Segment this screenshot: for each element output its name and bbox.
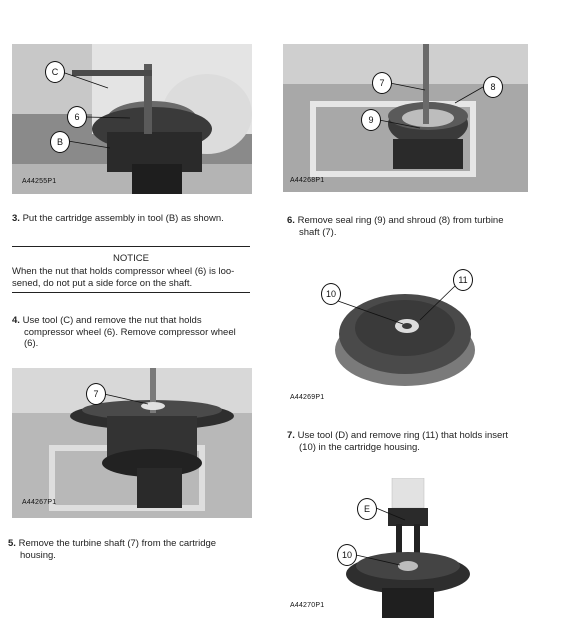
step-text: Use tool (C) and remove the nut that holds (22, 315, 202, 326)
notice-body (12, 266, 257, 289)
step-text: housing. (20, 549, 56, 561)
callout-10: 10 (321, 283, 341, 305)
step-number: 7. (287, 430, 295, 441)
callout-10: 10 (337, 544, 357, 566)
callout-7: 7 (372, 72, 392, 94)
step-7 (287, 430, 557, 453)
figure-seal-ring-shroud (283, 44, 528, 192)
step-number: 3. (12, 213, 20, 224)
notice-line: When the nut that holds compressor wheel (6) is loo- (12, 266, 235, 277)
step-text: compressor wheel (6). Remove compressor wheel (24, 326, 236, 338)
callout-9: 9 (361, 109, 381, 131)
callout-e: E (357, 498, 377, 520)
step-text: Remove seal ring (9) and shroud (8) from turbine (297, 215, 504, 226)
step-text: Use tool (D) and remove ring (11) that holds insert (297, 430, 509, 441)
callout-8: 8 (483, 76, 503, 98)
notice-top-rule (12, 246, 250, 247)
figure-id-label: A44270P1 (290, 602, 325, 609)
figure-id-label: A44267P1 (22, 499, 57, 506)
figure-id-label: A44268P1 (290, 177, 325, 184)
callout-11: 11 (453, 269, 473, 291)
notice-heading: NOTICE (113, 253, 149, 264)
callout-6: 6 (67, 106, 87, 128)
step-6 (287, 215, 547, 238)
callout-7: 7 (86, 383, 106, 405)
callout-b: B (50, 131, 70, 153)
step-text: shaft (7). (299, 226, 337, 238)
figure-id-label: A44269P1 (290, 394, 325, 401)
step-number: 5. (8, 538, 16, 549)
step-text: (10) in the cartridge housing. (299, 441, 420, 453)
notice-line: sened, do not put a side force on the shaft. (12, 277, 193, 289)
step-number: 4. (12, 315, 20, 326)
step-4 (12, 315, 257, 350)
step-5 (8, 538, 258, 561)
figure-id-label: A44255P1 (22, 178, 57, 185)
step-text: Remove the turbine shaft (7) from the cartridge (18, 538, 217, 549)
step-text: Put the cartridge assembly in tool (B) as shown. (22, 213, 224, 224)
figure-turbine-shaft-removal (12, 368, 252, 518)
step-3 (12, 213, 257, 225)
callout-c: C (45, 61, 65, 83)
step-text: (6). (24, 338, 39, 349)
step-number: 6. (287, 215, 295, 226)
notice-bottom-rule (12, 292, 250, 293)
